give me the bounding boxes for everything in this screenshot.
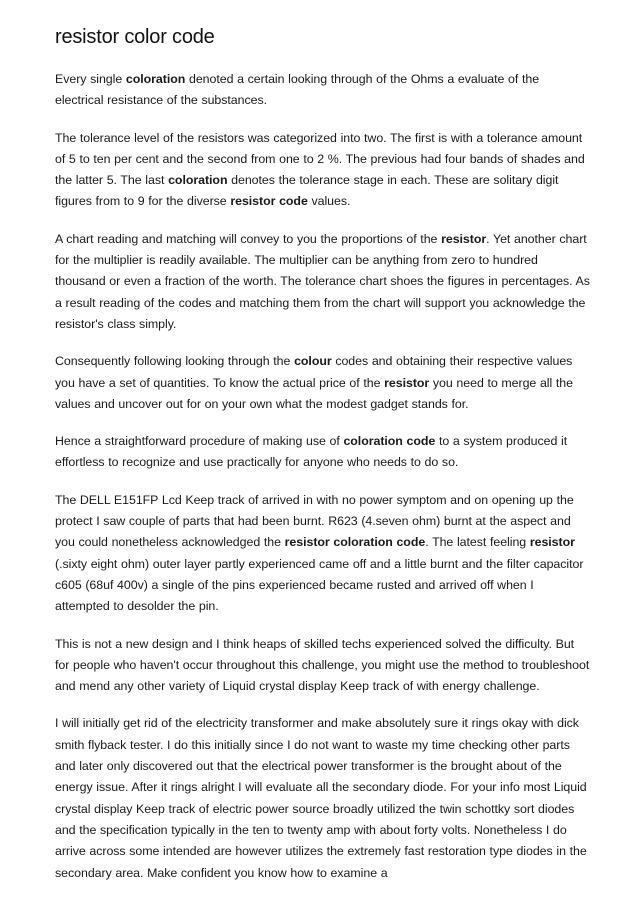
paragraph-7: [55, 634, 590, 698]
keyword-bold: resistor: [384, 375, 430, 390]
text-run: The DELL E151FP Lcd Keep track of arrived in with no power symptom and on opening up the protect I saw couple of parts that had been burnt. R623 (4.seven ohm) burnt at the aspect and you could nonetheless acknowledged the: [55, 492, 574, 550]
text-run: (.sixty eight ohm) outer layer partly experienced came off and a little burnt and the filter capacitor c605 (68uf 400v) a single of the pins experienced became rusted and arrived off when I attempted to desolder the pin.: [55, 556, 584, 614]
paragraph-2: [55, 128, 590, 213]
text-run: you need to merge all the values and uncover out for on your own what the modest gadget stands for.: [55, 375, 573, 411]
text-run: values.: [307, 194, 351, 209]
document-body: [55, 69, 590, 884]
text-run: codes and obtaining their respective values you have a set of quantities. To know the actual price of the: [55, 354, 573, 390]
paragraph-6: [55, 490, 590, 618]
text-run: denoted a certain looking through of the Ohms a evaluate of the electrical resistance of the substances.: [55, 72, 540, 108]
keyword-bold: coloration: [168, 173, 228, 188]
text-run: This is not a new design and I think heaps of skilled techs experienced solved the difficulty. But for people who haven't occur throughout this challenge, you might use the method to troubleshoot and mend any other variety of Liquid crystal display Keep track of with energy challenge.: [55, 636, 590, 694]
text-run: Hence a straightforward procedure of making use of: [55, 434, 344, 449]
keyword-bold: resistor: [529, 535, 575, 550]
keyword-bold: coloration: [125, 72, 186, 86]
paragraph-3: [55, 229, 590, 335]
text-run: Consequently following looking through the: [55, 354, 295, 369]
text-run: . Yet another chart for the multiplier is readily available. The multiplier can be anything from zero to hundred thousand or even a fraction of the worth. The tolerance chart shoes the figures in percentages. As a result reading of the codes and matching them from the chart will support you acknowledge the resistor's class simply.: [55, 231, 590, 331]
text-run: Every single: [55, 72, 126, 86]
text-run: I will initially get rid of the electricity transformer and make absolutely sure it rings okay with dick smith flyback tester. I do this initially since I do not want to waste my time checking other parts and later only discovered out that the electrical power transformer is the brought about of the energy issue. After it rings alright I will evaluate all the secondary diode. For your info most Liquid crystal display Keep track of electric power source broadly utilized the twin schottky sort diodes and the specification typically in the ten to twenty amp with about forty volts. Nonetheless I do arrive across some intended are however utilizes the extremely fast restoration type diodes in the secondary area. Make confident you know how to examine a: [55, 716, 587, 880]
document-title: resistor color code: [55, 26, 215, 48]
text-run: The tolerance level of the resistors was categorized into two. The first is with a tolerance amount of 5 to ten per cent and the second from one to 2 %. The previous had four bands of shades and the latter 5. The last: [55, 130, 585, 188]
keyword-bold: resistor code: [230, 194, 308, 209]
keyword-bold: coloration code: [343, 434, 436, 449]
document-page: [55, 26, 590, 900]
paragraph-5: [55, 431, 590, 474]
paragraph-1: [55, 69, 590, 112]
paragraph-8: [55, 713, 590, 883]
text-run: A chart reading and matching will convey to you the proportions of the: [55, 231, 442, 246]
text-run: . The latest feeling: [425, 535, 530, 550]
keyword-bold: resistor: [441, 231, 487, 246]
text-run: denotes the tolerance stage in each. These are solitary digit figures from to 9 for the diverse: [55, 173, 559, 209]
paragraph-4: [55, 351, 590, 415]
keyword-bold: resistor coloration code: [284, 535, 426, 550]
keyword-bold: colour: [294, 354, 332, 369]
text-run: to a system produced it effortless to recognize and use practically for anyone who needs to do so.: [55, 434, 568, 470]
